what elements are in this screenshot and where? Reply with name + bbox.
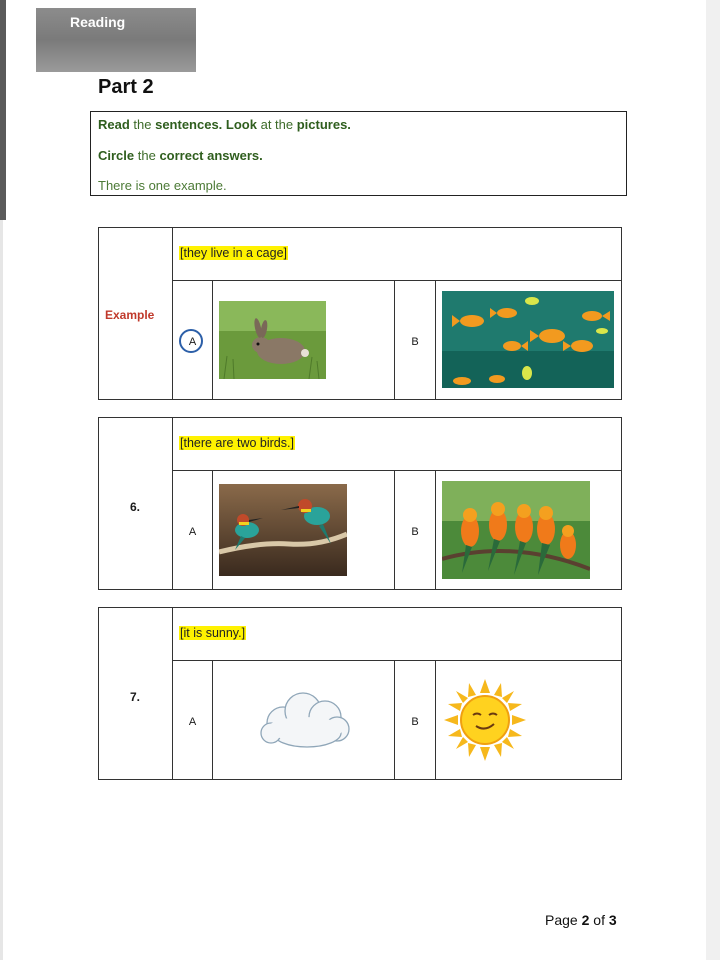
- instruction-line-3: There is one example.: [98, 178, 227, 193]
- question-number-cell: [99, 228, 173, 399]
- question-number-cell: [99, 418, 173, 589]
- instruction-word: Look: [225, 117, 257, 132]
- cloud-icon: [257, 685, 353, 751]
- option-a-cell[interactable]: [173, 471, 213, 589]
- instruction-word: pictures.: [296, 117, 351, 132]
- sentence-cell: [173, 228, 621, 281]
- instruction-word: Read: [98, 117, 130, 132]
- option-b-letter: B: [411, 336, 419, 348]
- option-b-letter: B: [411, 716, 419, 728]
- option-a-image-cell[interactable]: [213, 281, 395, 399]
- total-pages: 3: [608, 912, 617, 928]
- section-tab-label: Reading: [70, 14, 126, 30]
- sun-icon: [444, 679, 526, 761]
- instructions-box: [90, 111, 627, 196]
- question-6: [98, 417, 622, 590]
- page-right-margin: [706, 0, 720, 960]
- option-a-cell[interactable]: [173, 661, 213, 779]
- option-b-letter: B: [411, 526, 419, 538]
- option-b-image-cell[interactable]: [436, 471, 621, 589]
- question-number: 6.: [130, 500, 141, 514]
- instruction-line-1: [98, 117, 351, 132]
- current-page: 2: [581, 912, 590, 928]
- page-number: [545, 912, 617, 928]
- instruction-word: sentences.: [155, 117, 223, 132]
- option-b-cell[interactable]: [395, 661, 436, 779]
- option-a-letter: A: [188, 526, 197, 538]
- part-title: Part 2: [98, 76, 154, 98]
- question-7: [98, 607, 622, 780]
- instruction-line-2: [98, 148, 263, 163]
- parrots-image: [442, 481, 590, 579]
- instruction-word: correct answers.: [159, 148, 263, 163]
- instruction-word: the: [129, 117, 156, 132]
- sentence-cell: [173, 418, 621, 471]
- instruction-word: the: [134, 148, 160, 163]
- option-a-letter: A: [188, 716, 197, 728]
- instruction-word: at the: [256, 117, 297, 132]
- question-number: 7.: [130, 690, 141, 704]
- option-a-image-cell[interactable]: [213, 471, 395, 589]
- sentence-text: [there are two birds.]: [180, 436, 294, 450]
- sentence-cell: [173, 608, 621, 661]
- option-b-image-cell[interactable]: [436, 661, 621, 779]
- option-b-image-cell[interactable]: [436, 281, 621, 399]
- sentence-text: [it is sunny.]: [180, 626, 246, 640]
- option-a-image-cell[interactable]: [213, 661, 395, 779]
- page-separator: of: [589, 912, 609, 928]
- instruction-word: Circle: [98, 148, 135, 163]
- scroll-indicator: [0, 0, 6, 220]
- option-b-cell[interactable]: [395, 471, 436, 589]
- option-a-letter: A: [188, 336, 197, 348]
- option-a-cell[interactable]: [173, 281, 213, 399]
- example-label: Example: [105, 308, 155, 322]
- question-number-cell: [99, 608, 173, 779]
- sentence-text: [they live in a cage]: [180, 246, 288, 260]
- two-birds-image: [219, 484, 347, 576]
- option-b-cell[interactable]: [395, 281, 436, 399]
- rabbit-image: [219, 301, 326, 379]
- question-example: [98, 227, 622, 400]
- goldfish-image: [442, 291, 614, 388]
- page-prefix: Page: [545, 912, 582, 928]
